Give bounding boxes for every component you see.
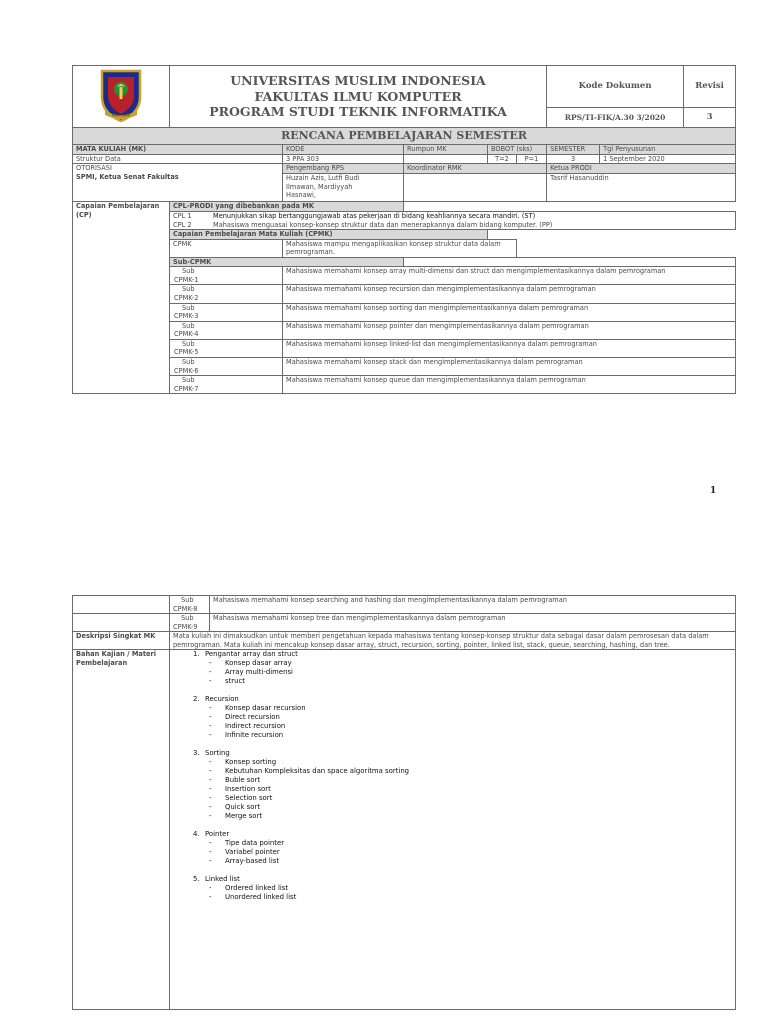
pengembang-label: Pengembang RPS bbox=[283, 164, 403, 174]
faculty-name: FAKULTAS ILMU KOMPUTER bbox=[254, 88, 462, 104]
subitem-text: Direct recursion bbox=[225, 713, 280, 722]
subitem-text: Selection sort bbox=[225, 793, 273, 802]
subitem-text: Array-based list bbox=[225, 856, 280, 865]
cpl-header-spacer bbox=[404, 202, 736, 212]
cpmk-code: CPMK bbox=[170, 239, 283, 257]
topic-title: Pengantar array dan struct bbox=[205, 650, 298, 659]
topic-subitem bbox=[173, 758, 732, 767]
university-title-block bbox=[170, 66, 547, 128]
topic-subitem bbox=[173, 839, 732, 848]
dash-bullet: - bbox=[209, 811, 212, 820]
dash-bullet: - bbox=[209, 758, 212, 767]
subitem-text: Infinite recursion bbox=[225, 731, 284, 740]
dash-bullet: - bbox=[209, 659, 212, 668]
topic-subitem bbox=[173, 767, 732, 776]
topic-subitem bbox=[173, 803, 732, 812]
subcpmk-text: Mahasiswa memahami konsep array multi-dimensi dan struct dan mengimplementasikannya dalam pemrograman bbox=[283, 267, 736, 285]
topic-number: 5. bbox=[193, 874, 200, 883]
subcpmk-code: Sub CPMK-1 bbox=[170, 267, 283, 285]
topic-title: Recursion bbox=[205, 695, 239, 704]
topic-subitem bbox=[173, 794, 732, 803]
cpmk-header-spacer bbox=[488, 230, 736, 240]
dash-bullet: - bbox=[209, 731, 212, 740]
bobot-label: BOBOT (sks) bbox=[488, 145, 547, 155]
bahan-kajian-outline bbox=[170, 650, 736, 1010]
kode-dokumen-label: Kode Dokumen bbox=[547, 66, 684, 108]
topic-subitem bbox=[173, 677, 732, 686]
dash-bullet: - bbox=[209, 776, 212, 784]
subitem-text: Variabel pointer bbox=[225, 847, 280, 856]
capaian-label: Capaian Pembelajaran (CP) bbox=[73, 202, 170, 394]
topic-subitem bbox=[173, 713, 732, 722]
subcpmk-row bbox=[73, 376, 736, 394]
subcpmk-row bbox=[73, 321, 736, 339]
topic-number: 2. bbox=[193, 695, 200, 704]
subcpmk-row bbox=[73, 339, 736, 357]
subcpmk-code: Sub CPMK-8 bbox=[170, 596, 210, 614]
subitem-text: Buble sort bbox=[225, 776, 261, 784]
subitem-text: Insertion sort bbox=[225, 784, 271, 793]
bahan-kajian-label: Bahan Kajian / Materi Pembelajaran bbox=[73, 650, 170, 1010]
topic-subitem bbox=[173, 704, 732, 713]
dash-bullet: - bbox=[209, 847, 212, 856]
tgl-value: 1 September 2020 bbox=[600, 154, 736, 164]
cpl-text: Mahasiswa menguasai konsep-konsep struktur data dan menerapkannya dalam bidang komputer. (PP) bbox=[213, 220, 553, 229]
subitem-text: Tipe data pointer bbox=[225, 838, 285, 847]
rumpun-value bbox=[404, 154, 488, 164]
subitem-text: Merge sort bbox=[225, 811, 263, 820]
topic-title: Sorting bbox=[205, 749, 230, 758]
revisi-label: Revisi bbox=[684, 66, 736, 108]
topic-heading bbox=[173, 830, 732, 839]
topic-subitem bbox=[173, 785, 732, 794]
subcpmk-code: Sub CPMK-9 bbox=[170, 614, 210, 632]
kode-dokumen-value: RPS/TI-FIK/A.30 3/2020 bbox=[547, 108, 684, 128]
subcpmk-text: Mahasiswa memahami konsep searching and hashing dan mengimplementasikannya dalam pemrograman bbox=[210, 596, 736, 614]
otorisasi-label: OTORISASI bbox=[76, 164, 112, 173]
subcpmk-code: Sub CPMK-4 bbox=[170, 321, 283, 339]
rps-continuation-table bbox=[72, 595, 736, 1010]
bobot-t-value: T=2 bbox=[488, 154, 517, 164]
svg-text:MAKASSAR: MAKASSAR bbox=[112, 113, 130, 118]
tgl-label: Tgl Penyusunan bbox=[600, 145, 736, 155]
subcpmk-row bbox=[73, 357, 736, 375]
dash-bullet: - bbox=[209, 722, 212, 731]
dash-bullet: - bbox=[209, 838, 212, 847]
topic-subitem bbox=[173, 776, 732, 785]
subitem-text: Quick sort bbox=[225, 802, 261, 811]
topic-subitem bbox=[173, 857, 732, 866]
topic-subitem bbox=[173, 722, 732, 731]
subcpmk-text: Mahasiswa memahami konsep pointer dan mengimplementasikannya dalam pemrograman bbox=[283, 321, 736, 339]
subcpmk-code: Sub CPMK-3 bbox=[170, 303, 283, 321]
koordinator-cell bbox=[404, 164, 547, 202]
dash-bullet: - bbox=[209, 784, 212, 793]
subitem-text: Konsep sorting bbox=[225, 758, 277, 767]
topic-subitem bbox=[173, 668, 732, 677]
dash-bullet: - bbox=[209, 713, 212, 722]
empty-label-cell bbox=[73, 614, 170, 632]
topic-heading bbox=[173, 875, 732, 884]
cpl-header: CPL-PRODI yang dibebankan pada MK bbox=[170, 202, 404, 212]
topic-heading bbox=[173, 749, 732, 758]
dash-bullet: - bbox=[209, 802, 212, 811]
dash-bullet: - bbox=[209, 668, 212, 677]
dash-bullet: - bbox=[209, 892, 212, 901]
subitem-text: Unordered linked list bbox=[225, 892, 297, 901]
topic-spacer bbox=[173, 686, 732, 695]
topic-title: Pointer bbox=[205, 829, 230, 838]
dash-bullet: - bbox=[209, 793, 212, 802]
subitem-text: Konsep dasar recursion bbox=[225, 704, 306, 713]
cpl-row bbox=[170, 212, 735, 221]
rumpun-label: Rumpun MK bbox=[404, 145, 488, 155]
deskripsi-label: Deskripsi Singkat MK bbox=[73, 632, 170, 650]
topic-number: 1. bbox=[193, 650, 200, 659]
rps-title: RENCANA PEMBELAJARAN SEMESTER bbox=[73, 128, 736, 145]
subitem-text: Konsep dasar array bbox=[225, 659, 292, 668]
revisi-value: 3 bbox=[684, 108, 736, 128]
ketua-label: Ketua PRODI bbox=[547, 164, 735, 174]
subcpmk-text: Mahasiswa memahami konsep recursion dan mengimplementasikannya dalam pemrograman bbox=[283, 285, 736, 303]
cpl-row bbox=[170, 221, 735, 230]
dash-bullet: - bbox=[209, 883, 212, 892]
topic-subitem bbox=[173, 731, 732, 740]
subitem-text: Kebutuhan Kompleksitas dan space algoritma sorting bbox=[225, 767, 410, 776]
subcpmk-header-spacer bbox=[404, 257, 736, 267]
dash-bullet: - bbox=[209, 856, 212, 865]
subcpmk-text: Mahasiswa memahami konsep linked-list dan mengimplementasikannya dalam pemrograman bbox=[283, 339, 736, 357]
mk-label: MATA KULIAH (MK) bbox=[73, 145, 283, 155]
topic-spacer bbox=[173, 740, 732, 749]
topic-spacer bbox=[173, 866, 732, 875]
cpmk-spacer bbox=[517, 239, 736, 257]
subitem-text: Indirect recursion bbox=[225, 722, 286, 731]
subcpmk-code: Sub CPMK-2 bbox=[170, 285, 283, 303]
pengembang-value: Huzain Azis, Lutfi Budi Ilmawan, Mardiyyah Hasnawi, bbox=[286, 173, 360, 200]
kode-value: 3 PPA 303 bbox=[283, 154, 404, 164]
topic-subitem bbox=[173, 884, 732, 893]
subcpmk-code: Sub CPMK-6 bbox=[170, 357, 283, 375]
subcpmk-row bbox=[73, 303, 736, 321]
otorisasi-cell bbox=[73, 164, 283, 202]
subcpmk-text: Mahasiswa memahami konsep sorting dan mengimplementasikannya dalam pemrograman bbox=[283, 303, 736, 321]
topic-number: 3. bbox=[193, 749, 200, 758]
dash-bullet: - bbox=[209, 677, 212, 686]
subcpmk-row bbox=[73, 614, 736, 632]
bobot-p-value: P=1 bbox=[517, 154, 547, 164]
cpl-list bbox=[170, 211, 736, 229]
subcpmk-row bbox=[73, 596, 736, 614]
semester-value: 3 bbox=[547, 154, 600, 164]
subcpmk-row bbox=[73, 267, 736, 285]
university-logo-icon bbox=[98, 67, 144, 123]
topic-heading bbox=[173, 650, 732, 659]
topic-subitem bbox=[173, 893, 732, 902]
subcpmk-code: Sub CPMK-7 bbox=[170, 376, 283, 394]
subcpmk-text: Mahasiswa memahami konsep queue dan mengimplementasikannya dalam pemrograman bbox=[283, 376, 736, 394]
ketua-value: Tasrif Hasanuddin bbox=[550, 173, 609, 182]
cpmk-header: Capaian Pembelajaran Mata Kuliah (CPMK) bbox=[170, 230, 488, 240]
subcpmk-row bbox=[73, 285, 736, 303]
subitem-text: Ordered linked list bbox=[225, 883, 289, 892]
otorisasi-value: SPMI, Ketua Senat Fakultas bbox=[76, 172, 179, 181]
subcpmk-code: Sub CPMK-5 bbox=[170, 339, 283, 357]
mk-value: Struktur Data bbox=[73, 154, 283, 164]
kode-label: KODE bbox=[283, 145, 404, 155]
university-name: UNIVERSITAS MUSLIM INDONESIA bbox=[230, 73, 486, 89]
cpl-code: CPL 1 bbox=[173, 211, 192, 220]
subcpmk-header: Sub-CPMK bbox=[170, 257, 404, 267]
ketua-cell bbox=[547, 164, 736, 202]
topic-number: 4. bbox=[193, 829, 200, 838]
topic-subitem bbox=[173, 812, 732, 821]
cpmk-text: Mahasiswa mampu mengaplikasikan konsep struktur data dalam pemrograman. bbox=[283, 239, 517, 257]
deskripsi-text: Mata kuliah ini dimaksudkan untuk memberi pengetahuan kepada mahasiswa tentang konsep-konsep struktur data sebagai dasar dalam pemrosesan data dalam pemrograman. Mata kuliah ini mencakup konsep dasar array, struct, recursion, sorting, pointer, linked list, stack, queue, searching, hashing, dan tree. bbox=[170, 632, 736, 650]
subitem-text: struct bbox=[225, 677, 245, 686]
program-name: PROGRAM STUDI TEKNIK INFORMATIKA bbox=[209, 104, 507, 120]
topic-subitem bbox=[173, 659, 732, 668]
cpl-code: CPL 2 bbox=[173, 220, 192, 229]
topic-spacer bbox=[173, 821, 732, 830]
topic-title: Linked list bbox=[205, 874, 240, 883]
koordinator-label: Koordinator RMK bbox=[404, 164, 546, 174]
cpl-text: Menunjukkan sikap bertanggungjawab atas pekerjaan di bidang keahliannya secara mandiri. (ST) bbox=[213, 211, 536, 220]
dash-bullet: - bbox=[209, 704, 212, 713]
university-logo-cell bbox=[73, 66, 170, 128]
topic-subitem bbox=[173, 848, 732, 857]
page-number: 1 bbox=[710, 486, 717, 496]
semester-label: SEMESTER bbox=[547, 145, 600, 155]
topic-heading bbox=[173, 695, 732, 704]
dash-bullet: - bbox=[209, 767, 212, 776]
pengembang-cell bbox=[283, 164, 404, 202]
empty-label-cell bbox=[73, 596, 170, 614]
rps-header-table bbox=[72, 65, 736, 394]
subitem-text: Array multi-dimensi bbox=[225, 668, 293, 677]
subcpmk-text: Mahasiswa memahami konsep tree dan mengimplementasikannya dalam pemrograman bbox=[210, 614, 736, 632]
subcpmk-text: Mahasiswa memahami konsep stack dan mengimplementasikannya dalam pemrograman bbox=[283, 357, 736, 375]
